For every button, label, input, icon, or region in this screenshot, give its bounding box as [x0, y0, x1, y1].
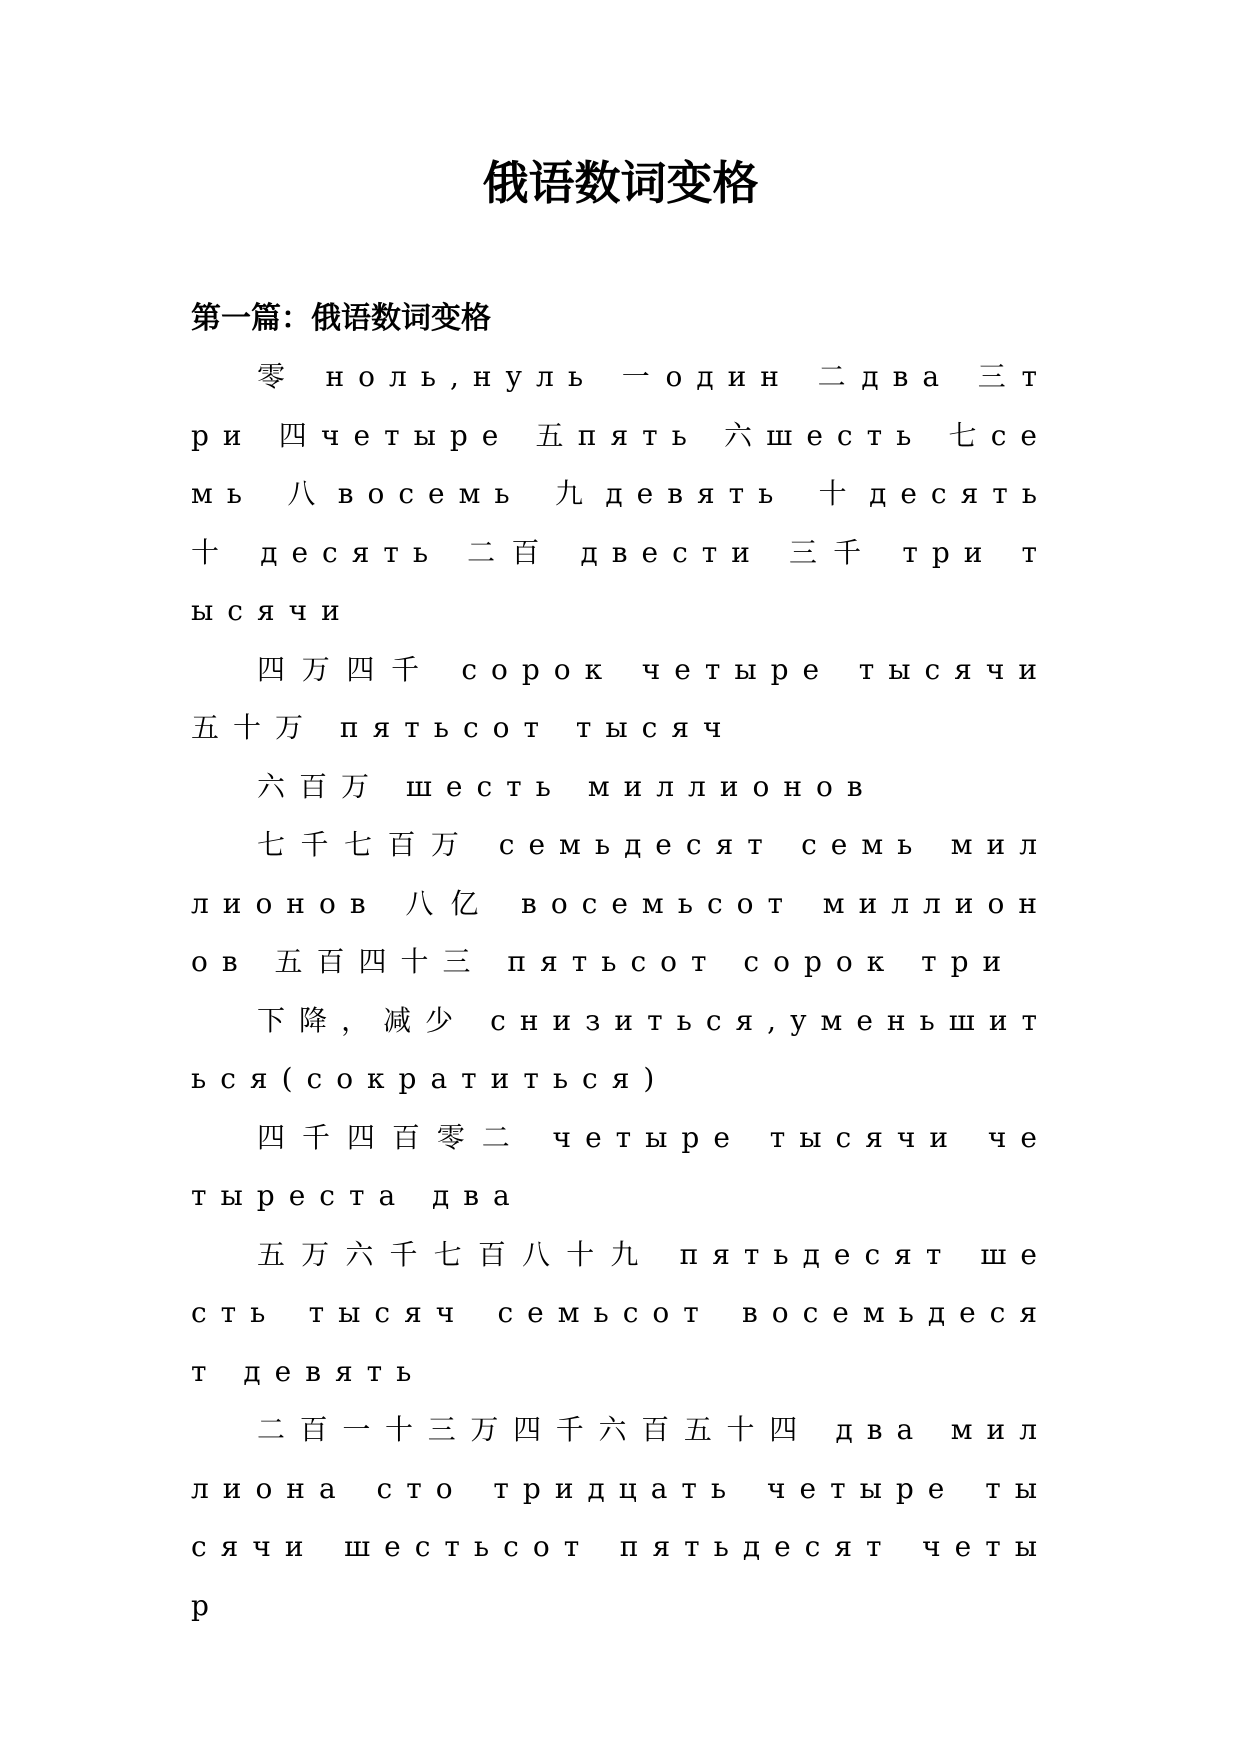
paragraph-seventy-seven-million: 七千七百万 семьдесят семь миллионов 八亿 восемьсот миллионов 五百四十三 пятьсот сорок три: [191, 828, 1051, 978]
paragraph-decrease: 下降，减少 снизиться,уменьшиться(сократиться): [191, 1003, 1051, 1095]
paragraph-two-million: 二百一十三万四千六百五十四 два миллиона сто тридцать четыре тысячи шестьсот пятьдесят четыр: [191, 1413, 1051, 1622]
document-body: [191, 348, 1051, 1635]
paragraph-forty-four-thousand: 四万四千 сорок четыре тысячи 五十万 пятьсот тысяч: [191, 652, 1051, 744]
paragraph-four-thousand-four-hundred-two: 四千四百零二 четыре тысячи четыреста два: [191, 1120, 1051, 1212]
section-heading: 第一篇：俄语数词变格: [191, 301, 491, 336]
paragraph-basic-numbers: 零 ноль,нуль 一один 二два 三три 四четыре 五пять 六шесть 七семь 八восемь 九девять 十десять 十 десять 二百 двести 三千 три тысячи: [191, 360, 1051, 627]
document-title: 俄语数词变格: [482, 156, 759, 210]
paragraph-fifty-six-thousand: 五万六千七百八十九 пятьдесят шесть тысяч семьсот восемьдесят девять: [191, 1237, 1051, 1388]
paragraph-six-million: 六百万 шесть миллионов: [257, 769, 877, 803]
